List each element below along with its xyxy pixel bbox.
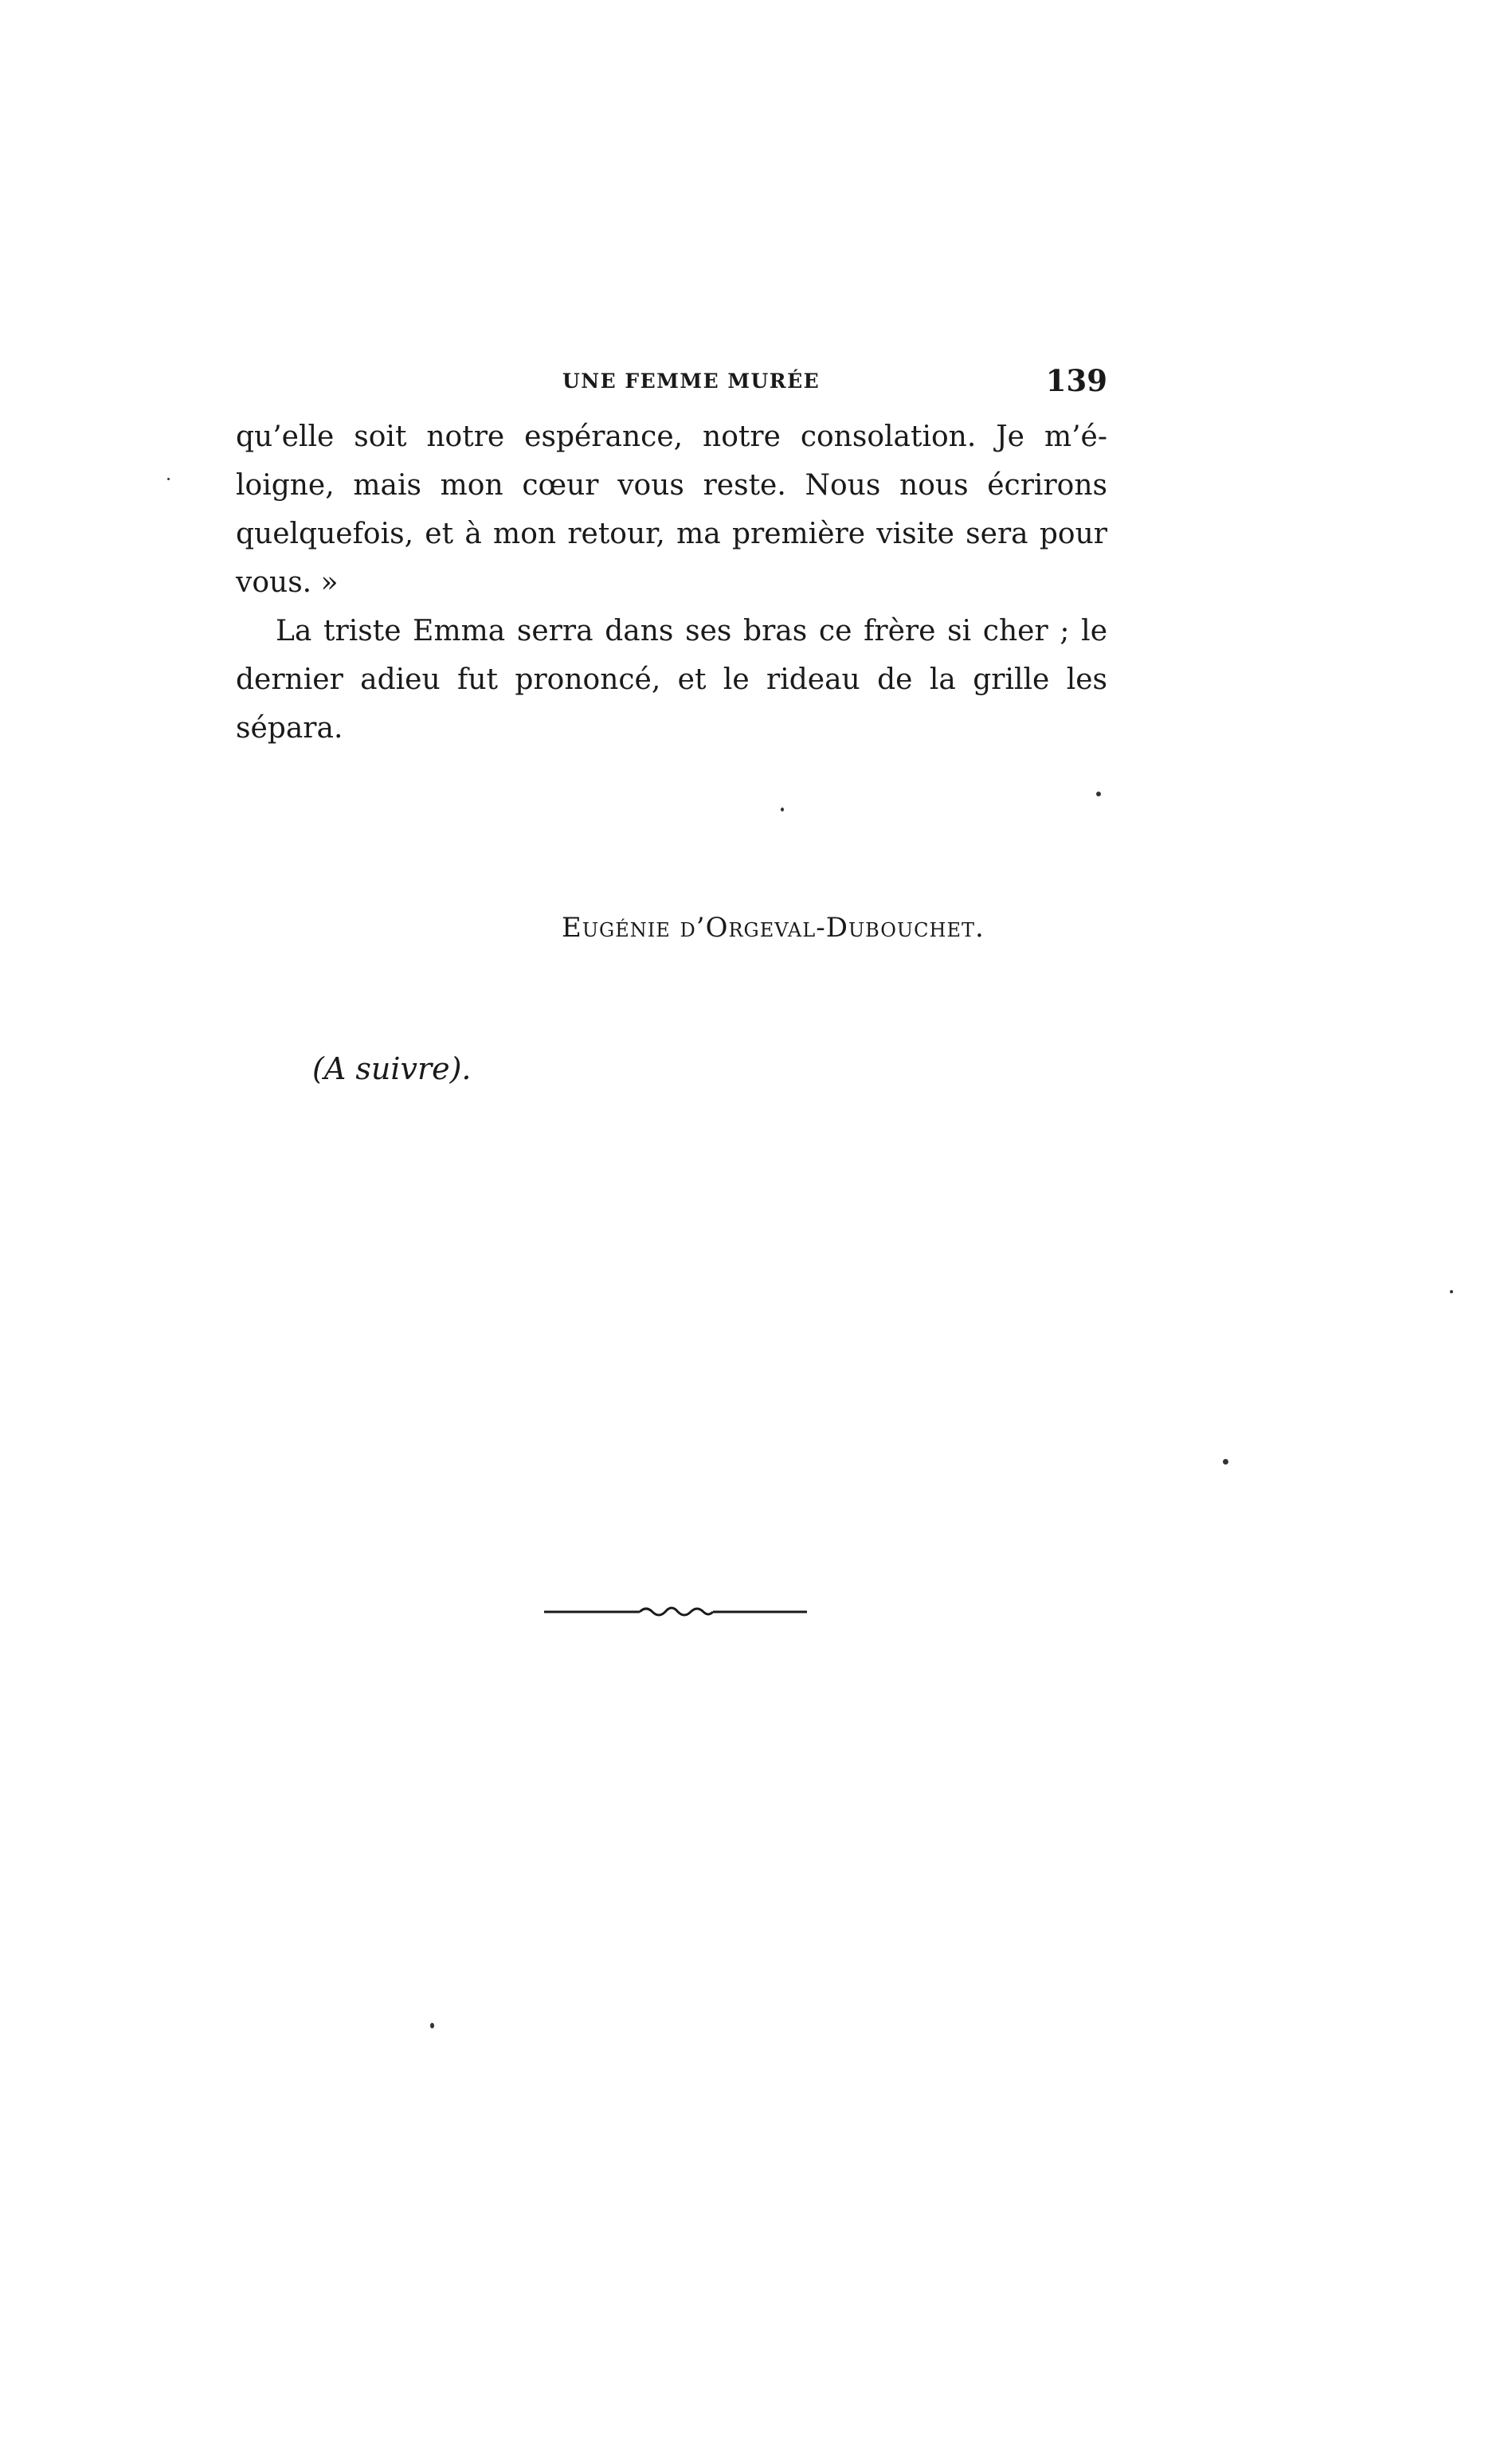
page-number: 139 xyxy=(1045,363,1107,398)
to-be-continued-note: (A suivre). xyxy=(312,1051,472,1086)
body-text xyxy=(236,413,1107,753)
print-speck xyxy=(1450,1290,1453,1293)
paragraph-2: La triste Emma serra dans ses bras ce frère si cher ; le dernier adieu fut prononcé, et le rideau de la grille les sépara. xyxy=(236,615,1107,745)
print-speck xyxy=(1223,1459,1228,1465)
author-signature: Eugénie d’Orgeval-Dubouchet. xyxy=(562,912,985,944)
ornamental-rule-icon xyxy=(544,1601,807,1620)
paragraph-1: qu’elle soit notre espérance, notre consolation. Je m’éloigne, mais mon cœur vous reste. Nous nous écrirons quelquefois, et à mon retour, ma première visite sera pour vous. » xyxy=(236,420,1107,599)
print-speck xyxy=(781,808,784,812)
print-speck xyxy=(430,2023,434,2028)
print-speck xyxy=(167,478,170,480)
running-title: UNE FEMME MURÉE xyxy=(562,370,821,393)
print-speck xyxy=(1096,792,1101,796)
running-head xyxy=(236,363,1107,403)
